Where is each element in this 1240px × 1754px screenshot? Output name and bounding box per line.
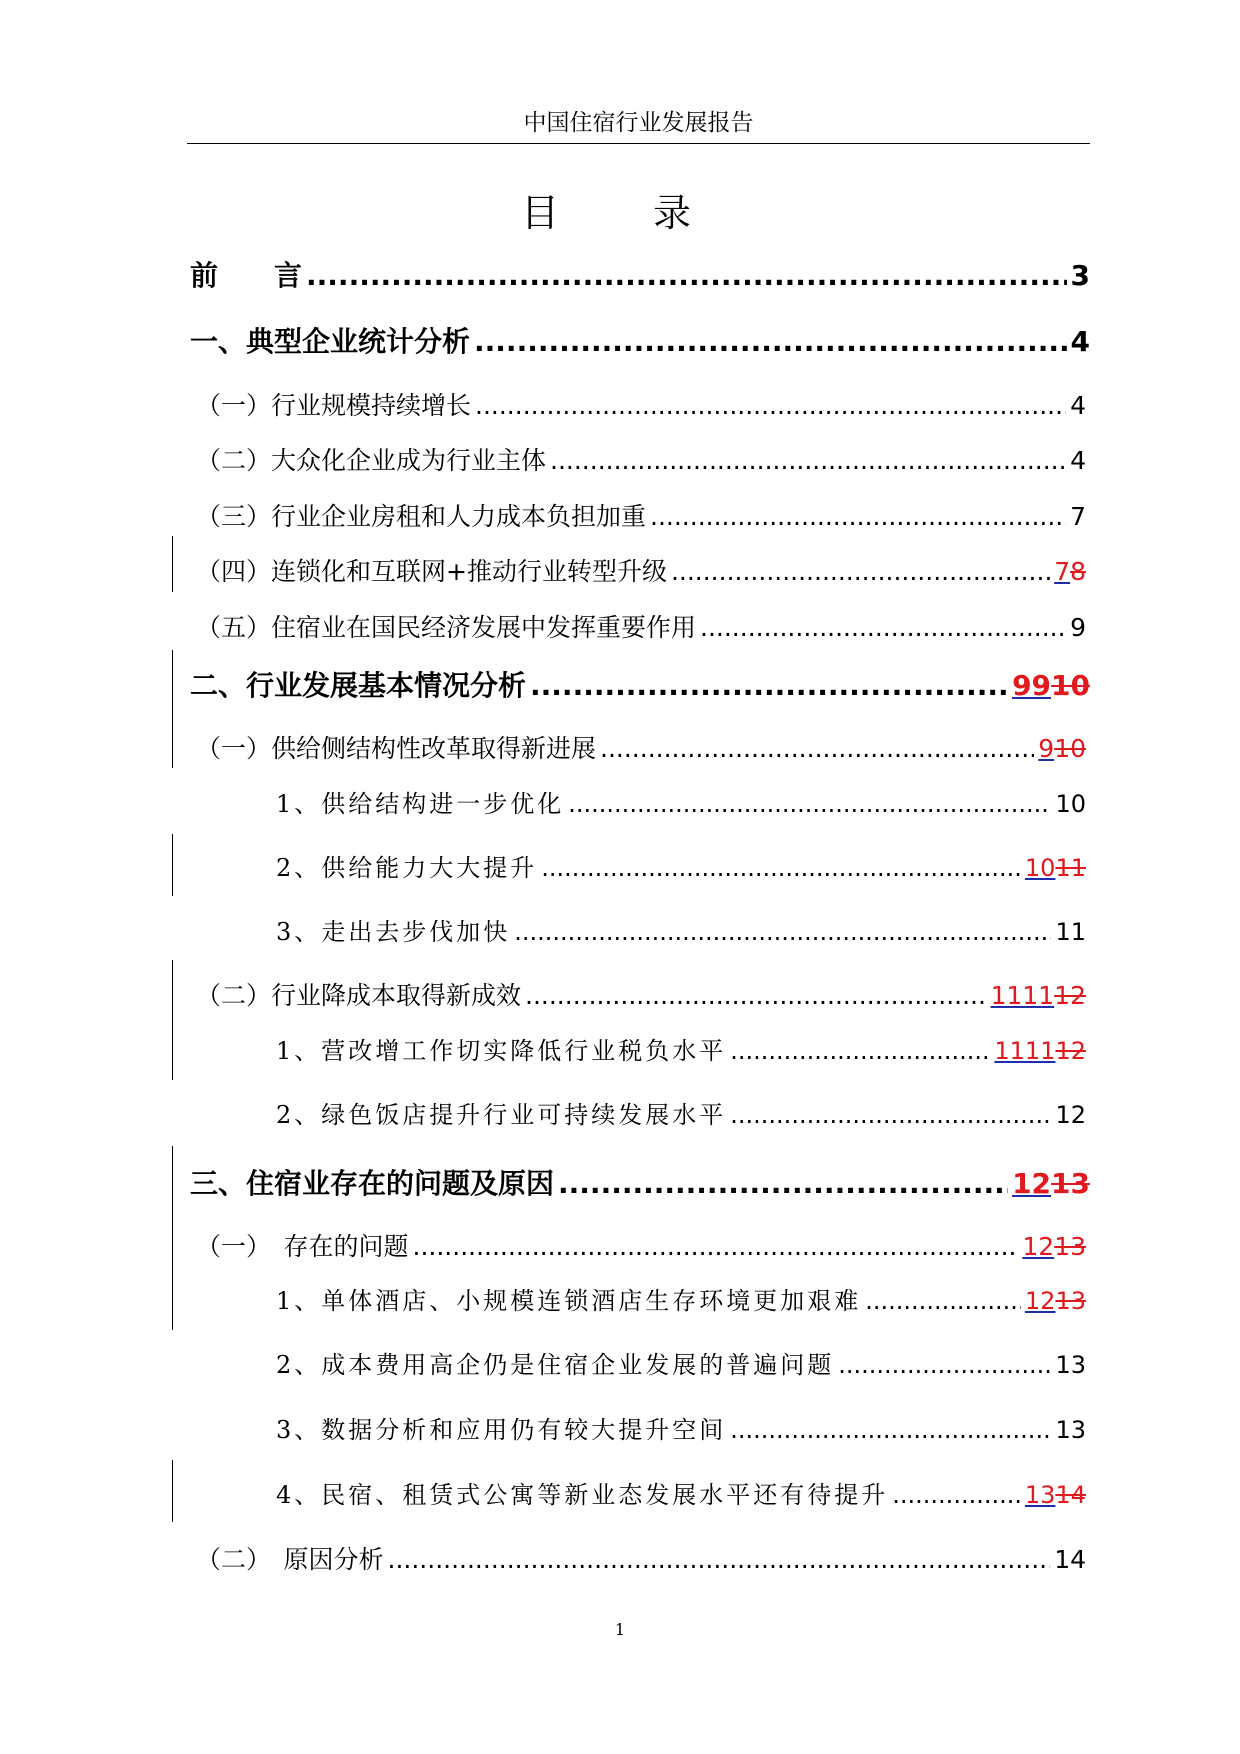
toc-entry-title: 二、行业发展基本情况分析 [190, 669, 527, 702]
revision-insert: 12 [1012, 1167, 1052, 1200]
toc-entry-title: 三、住宿业存在的问题及原因 [190, 1167, 555, 1200]
toc-page-number [991, 981, 1086, 1010]
change-bar [172, 650, 173, 768]
toc-page-number: 7 [1070, 502, 1086, 531]
toc-leader [388, 1545, 1051, 1574]
toc-page-number: 4 [1070, 391, 1086, 420]
toc-entry-1-2[interactable] [196, 441, 1086, 477]
toc-entry-2-2-1[interactable] [276, 1031, 1086, 1066]
revision-insert: 12 [1022, 1232, 1055, 1261]
toc-leader [558, 1167, 1008, 1200]
toc-entry-title: （二）行业降成本取得新成效 [196, 981, 522, 1010]
toc-entry-title: 2、绿色饭店提升行业可持续发展水平 [276, 1101, 727, 1129]
toc-entry-2-1-2[interactable] [276, 848, 1086, 883]
revision-insert: 12 [1024, 1287, 1056, 1315]
page-number: 1 [614, 1620, 626, 1639]
toc-entry-3-2[interactable] [196, 1540, 1086, 1576]
toc-leader [474, 325, 1067, 358]
toc-entry-section-1[interactable] [190, 320, 1090, 360]
running-header: 中国住宿行业发展报告 [523, 110, 754, 136]
toc-entry-2-2[interactable] [196, 976, 1086, 1012]
toc-page-number [1025, 854, 1086, 882]
toc-page-number: 13 [1055, 1416, 1086, 1444]
toc-entry-title: 1、单体酒店、小规模连锁酒店生存环境更加艰难 [276, 1287, 862, 1315]
toc-entry-title: 一、典型企业统计分析 [190, 325, 471, 358]
toc-entry-2-1-3[interactable] [276, 912, 1086, 947]
revision-delete: 8 [1070, 557, 1086, 586]
toc-entry-title: 3、走出去步伐加快 [276, 918, 511, 946]
toc-entry-3-1-3[interactable] [276, 1410, 1086, 1445]
toc-entry-title: 1、营改增工作切实降低行业税负水平 [276, 1037, 727, 1065]
toc-leader [525, 981, 987, 1010]
toc-entry-title: （二）大众化企业成为行业主体 [196, 446, 547, 475]
toc-entry-1-5[interactable] [196, 608, 1086, 644]
toc-page-number: 11 [1055, 918, 1086, 946]
toc-entry-title: 3、数据分析和应用仍有较大提升空间 [276, 1416, 727, 1444]
toc-entry-title: （四）连锁化和互联网+推动行业转型升级 [196, 557, 667, 586]
toc-page-number [1054, 557, 1086, 586]
toc-page-number [1025, 1287, 1086, 1315]
revision-delete: 10 [1054, 734, 1086, 763]
toc-entry-3-1-2[interactable] [276, 1345, 1086, 1380]
toc-page-number [1025, 1481, 1086, 1509]
header-rule [187, 143, 1090, 144]
toc-leader [671, 557, 1050, 586]
toc-entry-1-3[interactable] [196, 497, 1086, 533]
toc-leader [514, 918, 1051, 946]
revision-insert: 99 [1012, 669, 1052, 702]
change-bar [172, 536, 173, 592]
toc-entry-title: 4、民宿、租赁式公寓等新业态发展水平还有待提升 [276, 1481, 889, 1509]
toc-page-number: 9 [1070, 613, 1086, 642]
toc-page-number: 12 [1055, 1101, 1086, 1129]
toc-entry-section-3[interactable] [190, 1162, 1090, 1202]
toc-entry-title: （三）行业企业房租和人力成本负担加重 [196, 502, 647, 531]
toc-leader [650, 502, 1066, 531]
toc-entry-3-1-1[interactable] [276, 1281, 1086, 1316]
toc-leader [892, 1481, 1021, 1509]
revision-delete: 10 [1051, 669, 1090, 702]
toc-entry-1-1[interactable] [196, 386, 1086, 422]
toc-page-number [1012, 669, 1090, 702]
toc-entry-title: 前 言 [190, 259, 303, 292]
revision-insert: 1111 [994, 1037, 1056, 1065]
revision-delete: 13 [1055, 1287, 1086, 1315]
toc-leader [700, 613, 1066, 642]
revision-delete: 12 [1055, 1037, 1086, 1065]
revision-delete: 13 [1051, 1167, 1090, 1200]
toc-leader [865, 1287, 1021, 1315]
change-bar [172, 1460, 173, 1522]
revision-insert: 9 [1038, 734, 1055, 763]
toc-leader [568, 790, 1051, 818]
toc-page-number: 3 [1070, 259, 1090, 292]
toc-title: 目 录 [520, 191, 719, 235]
revision-insert: 1111 [990, 981, 1055, 1010]
toc-entry-title: （一）供给侧结构性改革取得新进展 [196, 734, 597, 763]
toc-entry-title: （一）行业规模持续增长 [196, 391, 472, 420]
toc-leader [413, 1232, 1019, 1261]
toc-page-number: 4 [1070, 446, 1086, 475]
toc-page-number: 13 [1055, 1351, 1086, 1379]
toc-entry-title: （五）住宿业在国民经济发展中发挥重要作用 [196, 613, 697, 642]
toc-page-number: 14 [1054, 1545, 1086, 1574]
toc-entry-title: 2、供给能力大大提升 [276, 854, 538, 882]
toc-leader [838, 1351, 1051, 1379]
toc-entry-2-1-1[interactable] [276, 784, 1086, 819]
toc-leader [730, 1101, 1051, 1129]
change-bar [172, 1146, 173, 1330]
toc-leader [306, 259, 1067, 292]
toc-leader [550, 446, 1066, 475]
toc-page-number [1038, 734, 1086, 763]
toc-leader [541, 854, 1021, 882]
toc-entry-3-1-4[interactable] [276, 1475, 1086, 1510]
toc-entry-title: 2、成本费用高企仍是住宿企业发展的普遍问题 [276, 1351, 835, 1379]
revision-insert: 7 [1054, 557, 1071, 586]
revision-delete: 12 [1054, 981, 1086, 1010]
revision-delete: 14 [1055, 1481, 1086, 1509]
toc-leader [530, 669, 1008, 702]
toc-entry-preface[interactable] [190, 254, 1090, 294]
change-bar [172, 960, 173, 1080]
toc-entry-1-4[interactable] [196, 552, 1086, 588]
toc-page-number [1012, 1167, 1090, 1200]
revision-insert: 13 [1024, 1481, 1056, 1509]
toc-entry-2-1[interactable] [196, 729, 1086, 765]
change-bar [172, 834, 173, 896]
toc-page-number: 10 [1055, 790, 1086, 818]
toc-leader [730, 1416, 1051, 1444]
revision-delete: 13 [1054, 1232, 1086, 1261]
toc-entry-title: （二） 原因分析 [196, 1545, 384, 1574]
revision-insert: 10 [1024, 854, 1056, 882]
toc-entry-3-1[interactable] [196, 1227, 1086, 1263]
toc-leader [730, 1037, 990, 1065]
toc-leader [600, 734, 1034, 763]
toc-entry-2-2-2[interactable] [276, 1095, 1086, 1130]
toc-page-number: 4 [1070, 325, 1090, 358]
toc-page-number [1022, 1232, 1086, 1261]
toc-entry-title: （一） 存在的问题 [196, 1232, 409, 1261]
toc-leader [475, 391, 1066, 420]
revision-delete: 11 [1055, 854, 1086, 882]
toc-page-number [994, 1037, 1086, 1065]
toc-entry-section-2[interactable] [190, 664, 1090, 704]
toc-entry-title: 1、供给结构进一步优化 [276, 790, 565, 818]
